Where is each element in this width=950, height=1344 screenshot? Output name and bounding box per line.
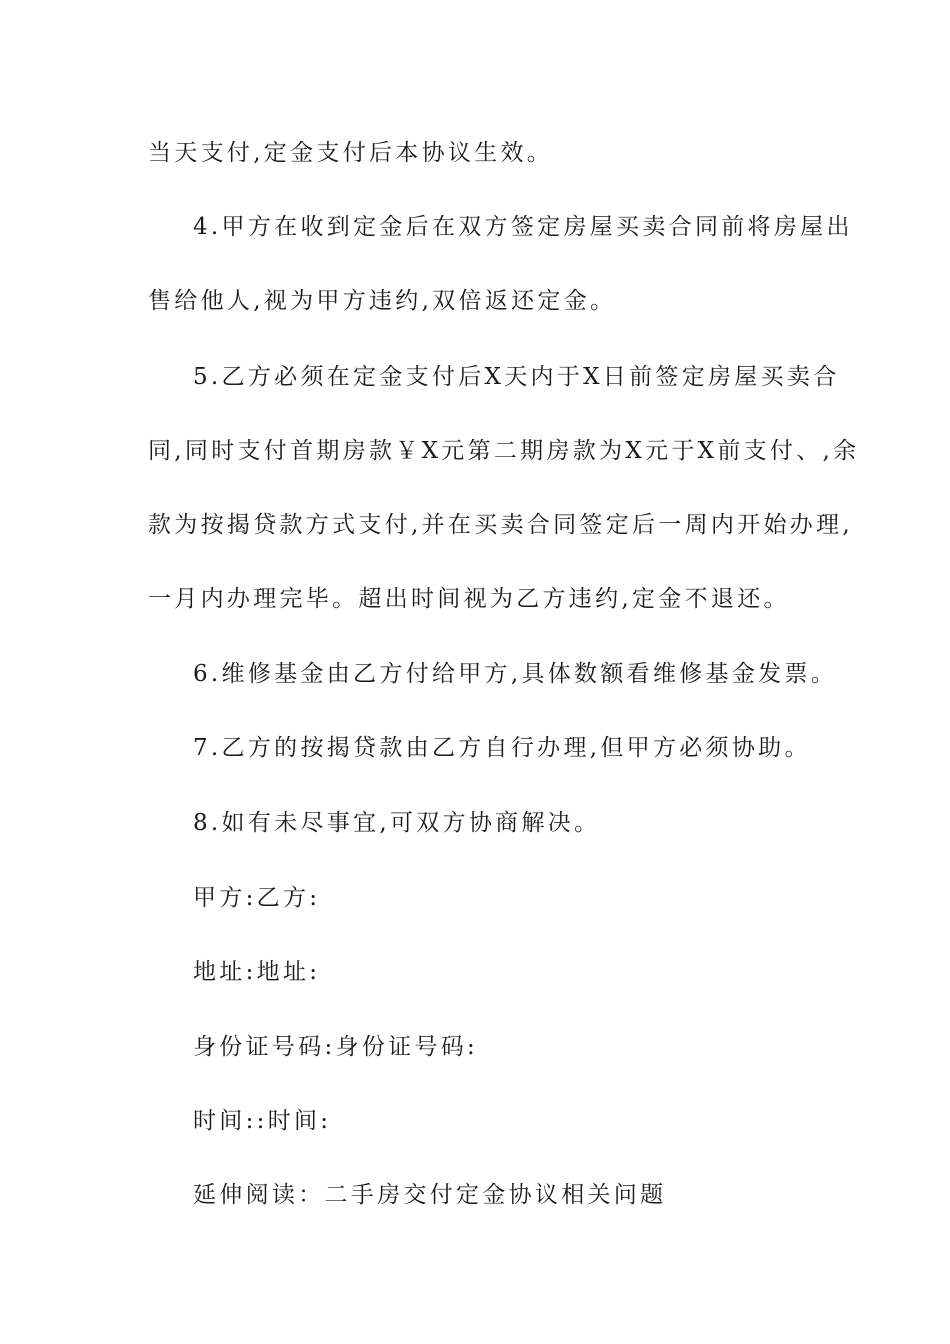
party-label-line: 甲方:乙方: (193, 885, 321, 911)
paragraph-line: 同,同时支付首期房款￥X元第二期房款为X元于X前支付、,余 (148, 438, 860, 464)
further-reading-line: 延伸阅读：二手房交付定金协议相关问题 (193, 1182, 667, 1208)
paragraph-line: 当天支付,定金支付后本协议生效。 (148, 140, 554, 166)
clause-8-line: 8.如有未尽事宜,可双方协商解决。 (193, 810, 601, 836)
paragraph-line: 一月内办理完毕。超出时间视为乙方违约,定金不退还。 (148, 586, 790, 612)
date-label-line: 时间::时间: (193, 1108, 332, 1134)
clause-5-line: 5.乙方必须在定金支付后X天内于X日前签定房屋买卖合 (193, 364, 840, 390)
id-number-label-line: 身份证号码:身份证号码: (193, 1034, 479, 1060)
paragraph-line: 售给他人,视为甲方违约,双倍返还定金。 (148, 288, 617, 314)
paragraph-line: 款为按揭贷款方式支付,并在买卖合同签定后一周内开始办理, (148, 512, 854, 538)
clause-4-line: 4.甲方在收到定金后在双方签定房屋买卖合同前将房屋出 (193, 214, 853, 240)
address-label-line: 地址:地址: (193, 959, 321, 985)
clause-7-line: 7.乙方的按揭贷款由乙方自行办理,但甲方必须协助。 (193, 735, 811, 761)
clause-6-line: 6.维修基金由乙方付给甲方,具体数额看维修基金发票。 (193, 661, 838, 687)
